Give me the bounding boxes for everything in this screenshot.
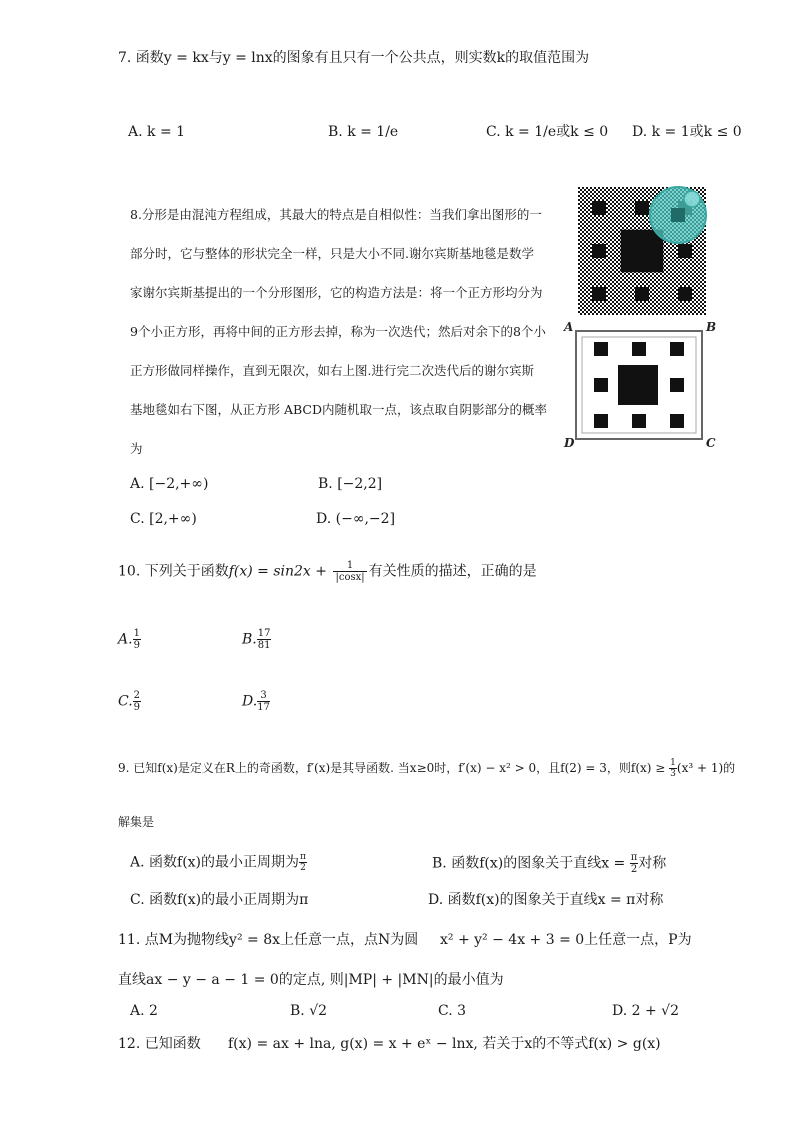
q10-opt-d-label: D. bbox=[242, 693, 258, 710]
q9-stem-line1 bbox=[118, 758, 735, 779]
q10-stem-post: 有关性质的描述，正确的是 bbox=[368, 563, 537, 580]
q11-line1a: 11. 点M为抛物线y² = 8x上任意一点，点N为圆 bbox=[118, 932, 419, 948]
q9-opt-a-den: 2 bbox=[300, 863, 306, 873]
q8-line-5: 正方形做同样操作，直到无限次，如右上图.进行完二次迭代后的谢尔宾斯 bbox=[130, 363, 534, 378]
q7-option-a: A. k = 1 bbox=[128, 124, 186, 140]
q11-line1b: x² + y² − 4x + 3 = 0上任意一点，P为 bbox=[440, 932, 692, 948]
q10-opt-a-den: 9 bbox=[133, 640, 140, 651]
q7-stem: 7. 函数y = kx与y = lnx的图象有且只有一个公共点，则实数k的取值范围为 bbox=[118, 50, 590, 66]
q10-opt-a-num: 1 bbox=[133, 628, 140, 639]
label-b: B bbox=[706, 320, 717, 334]
q10-opt-b-label: B. bbox=[242, 631, 257, 648]
q10-opt-c-frac bbox=[133, 690, 141, 713]
q8-line-1: 8.分形是由混沌方程组成，其最大的特点是自相似性：当我们拿出图形的一 bbox=[130, 207, 542, 222]
carpet-bottom bbox=[576, 331, 702, 439]
q10-opt-a-frac bbox=[133, 628, 141, 651]
q9-opt-b-frac bbox=[630, 852, 639, 875]
q10-opt-a-label: A. bbox=[118, 631, 133, 648]
q9-opt-b-den: 2 bbox=[630, 864, 638, 875]
q10-opt-d-num: 3 bbox=[257, 690, 270, 702]
q9-opt-a-pre: A. 函数f(x)的最小正周期为 bbox=[130, 854, 300, 871]
q9-frac-den: 3 bbox=[670, 769, 676, 779]
q12-label: 12. 已知函数 bbox=[118, 1036, 201, 1052]
q9-stem-a: 9. 已知f(x)是定义在R上的奇函数，f′(x)是其导函数. 当x≥0时，f′(x) − x² > 0，且f(2) = 3，则f(x) ≥ bbox=[118, 761, 670, 775]
q9-stem-b: (x³ + 1)的 bbox=[676, 761, 736, 775]
q10-opt-b-num: 17 bbox=[257, 628, 271, 639]
q8-option-d: D. (−∞,−2] bbox=[316, 511, 396, 527]
q10-frac bbox=[333, 560, 366, 583]
q11-option-b: B. √2 bbox=[290, 1003, 328, 1019]
q8-line-3: 家谢尔宾斯基提出的一个分形图形，它的构造方法是：将一个正方形均分为 bbox=[130, 285, 543, 300]
q11-option-c: C. 3 bbox=[438, 1003, 467, 1019]
q9-opt-a-num: π bbox=[300, 852, 306, 862]
q7-option-d: D. k = 1或k ≤ 0 bbox=[632, 124, 742, 140]
q10-opt-b-den: 81 bbox=[257, 640, 271, 651]
q9-option-b bbox=[432, 852, 666, 875]
q10-opt-c-num: 2 bbox=[133, 690, 141, 701]
q10-option-a bbox=[118, 628, 141, 651]
label-d: D bbox=[564, 436, 575, 450]
q10-option-b bbox=[242, 628, 271, 651]
q10-func: f(x) = sin2x + bbox=[228, 563, 332, 580]
q7-option-b: B. k = 1/e bbox=[328, 124, 399, 140]
q8-option-b: B. [−2,2] bbox=[318, 476, 383, 492]
q11-option-a: A. 2 bbox=[130, 1003, 158, 1019]
q8-line-6: 基地毯如右下图，从正方形 ABCD内随机取一点，该点取自阴影部分的概率 bbox=[130, 402, 548, 417]
q10-opt-d-frac bbox=[257, 690, 270, 713]
q9-option-c: C. 函数f(x)的最小正周期为π bbox=[130, 892, 309, 908]
q9-opt-a-frac bbox=[299, 852, 307, 873]
q9-frac-num: 1 bbox=[670, 758, 676, 768]
sierpinski-svg bbox=[560, 185, 720, 455]
q11-option-d: D. 2 + √2 bbox=[612, 1003, 679, 1019]
q11-line2: 直线ax − y − a − 1 = 0的定点, 则|MP| + |MN|的最小值为 bbox=[118, 972, 504, 988]
q8-line-2: 部分时，它与整体的形状完全一样，只是大小不同.谢尔宾斯基地毯是数学 bbox=[130, 246, 534, 261]
q10-stem-pre: 10. 下列关于函数 bbox=[118, 563, 229, 580]
q8-line-7: 为 bbox=[130, 441, 143, 456]
q10-option-c bbox=[118, 690, 141, 713]
label-a: A bbox=[564, 320, 574, 334]
q8-option-a: A. [−2,+∞) bbox=[130, 476, 209, 492]
carpet-top bbox=[578, 187, 706, 315]
q9-frac bbox=[669, 758, 677, 779]
q9-opt-b-num: π bbox=[630, 852, 638, 863]
q10-opt-c-den: 9 bbox=[133, 702, 141, 713]
q10-stem bbox=[118, 560, 537, 583]
q10-opt-d-den: 17 bbox=[257, 702, 270, 713]
sierpinski-figure bbox=[560, 185, 720, 455]
q9-stem-line2: 解集是 bbox=[118, 815, 155, 829]
q8-option-c: C. [2,+∞) bbox=[130, 511, 197, 527]
q10-frac-num: 1 bbox=[333, 560, 366, 572]
q10-opt-b-frac bbox=[257, 628, 272, 651]
q10-frac-den: |cosx| bbox=[335, 572, 365, 583]
q9-option-a bbox=[130, 852, 307, 873]
q9-opt-b-pre: B. 函数f(x)的图象关于直线x = bbox=[432, 855, 630, 872]
q9-opt-b-post: 对称 bbox=[638, 855, 667, 872]
label-c: C bbox=[706, 436, 716, 450]
q10-option-d bbox=[242, 690, 270, 713]
q12-expr: f(x) = ax + lna, g(x) = x + eˣ − lnx, 若关于x的不等式f(x) > g(x) bbox=[228, 1036, 661, 1052]
q8-line-4: 9个小正方形，再将中间的正方形去掉，称为一次迭代；然后对余下的8个小 bbox=[130, 324, 546, 339]
q7-option-c: C. k = 1/e或k ≤ 0 bbox=[486, 124, 609, 140]
q9-option-d: D. 函数f(x)的图象关于直线x = π对称 bbox=[428, 892, 664, 908]
q10-opt-c-label: C. bbox=[118, 693, 133, 710]
